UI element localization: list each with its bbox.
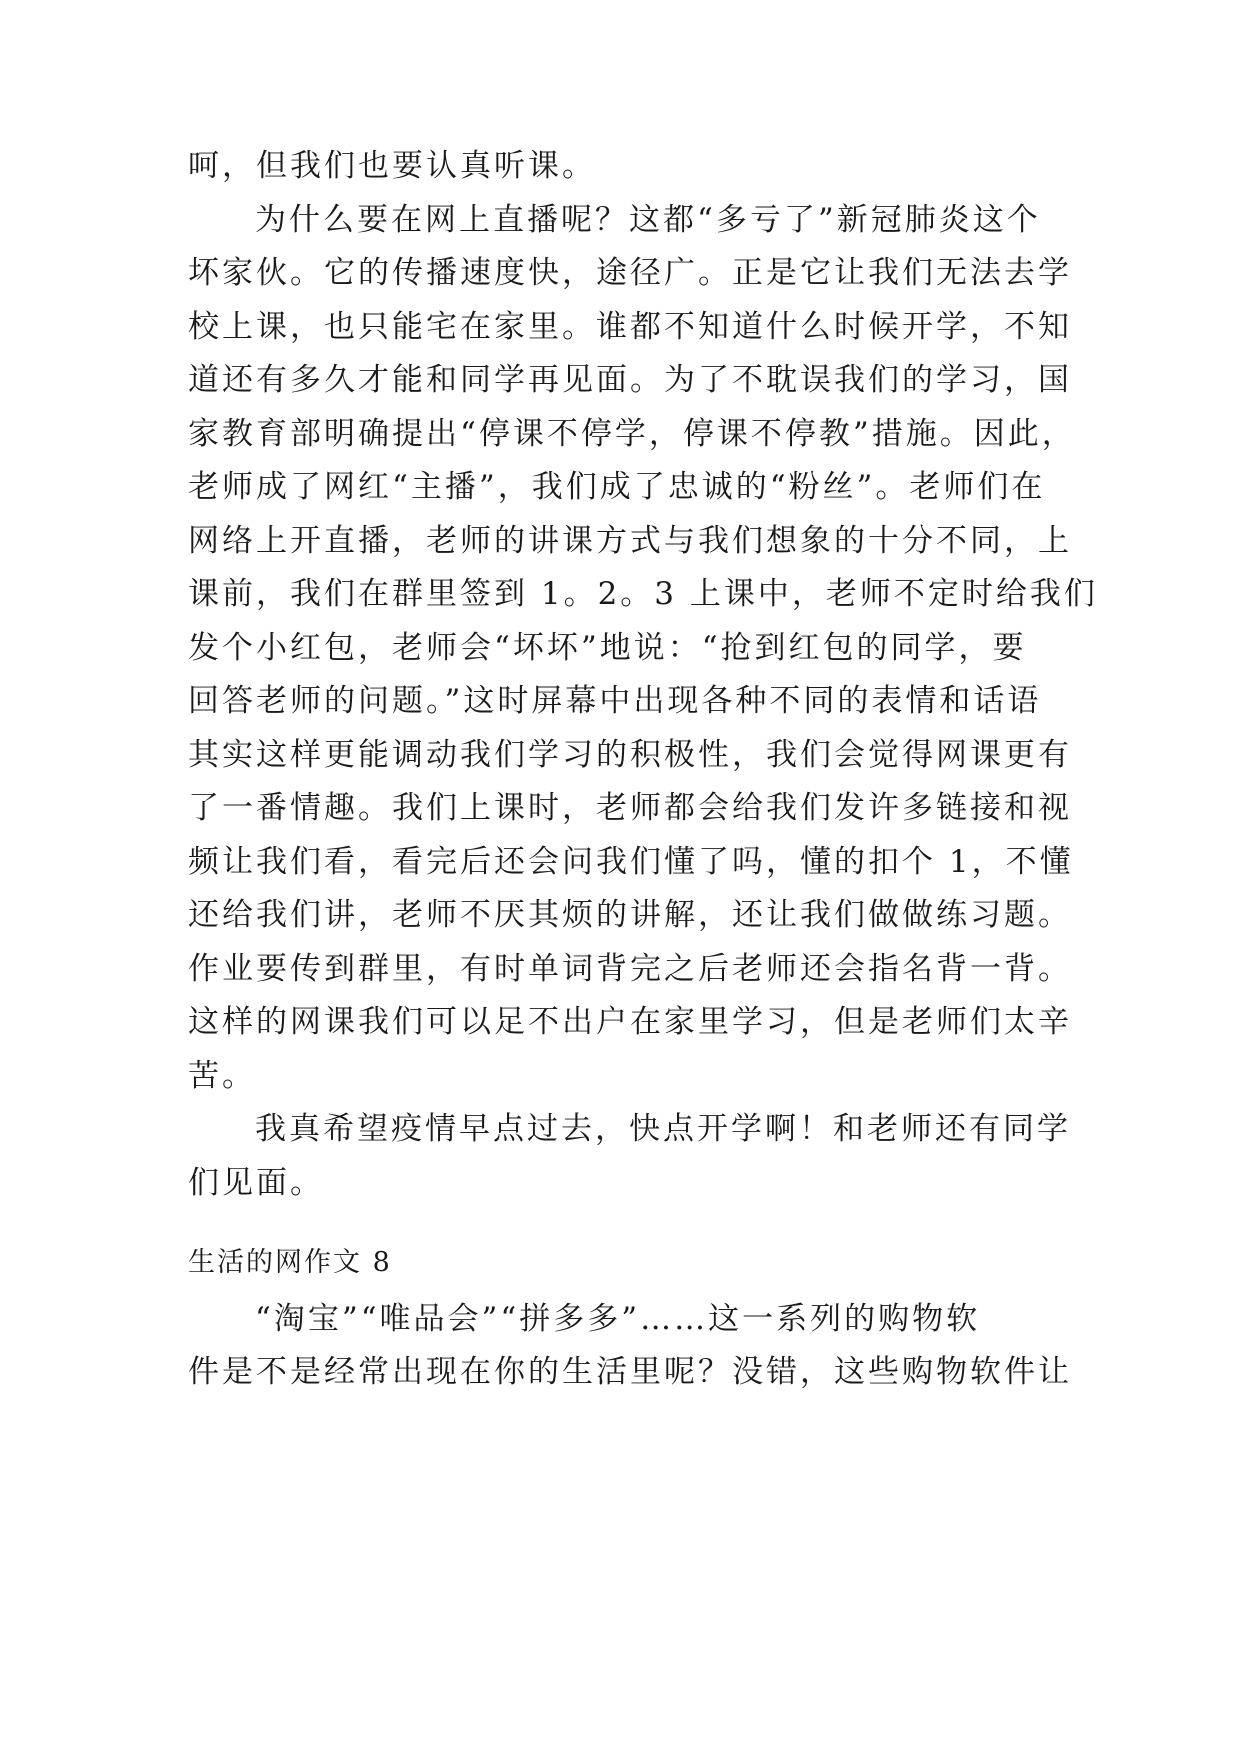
paragraph-line: 们见面。 — [188, 1165, 324, 1201]
paragraph-line: 老师成了网红“主播”，我们成了忠诚的“粉丝”。老师们在 — [188, 469, 1046, 505]
paragraph-line: 课前，我们在群里签到 1。2。3 上课中，老师不定时给我们 — [188, 576, 1098, 612]
paragraph-line: “淘宝”“唯品会”“拼多多”……这一系列的购物软 — [255, 1301, 981, 1337]
paragraph-line: 为什么要在网上直播呢？这都“多亏了”新冠肺炎这个 — [255, 202, 1041, 238]
paragraph-line: 校上课，也只能宅在家里。谁都不知道什么时候开学，不知 — [188, 309, 1072, 345]
paragraph-line: 回答老师的问题。”这时屏幕中出现各种不同的表情和话语 — [188, 683, 1042, 719]
paragraph-line: 网络上开直播，老师的讲课方式与我们想象的十分不同，上 — [188, 523, 1072, 559]
paragraph-line: 其实这样更能调动我们学习的积极性，我们会觉得网课更有 — [188, 737, 1072, 773]
paragraph-line: 道还有多久才能和同学再见面。为了不耽误我们的学习，国 — [188, 362, 1072, 398]
paragraph-line: 频让我们看，看完后还会问我们懂了吗，懂的扣个 1，不懂 — [188, 844, 1074, 880]
paragraph-line: 家教育部明确提出“停课不停学，停课不停教”措施。因此， — [188, 416, 1076, 452]
paragraph-line: 这样的网课我们可以足不出户在家里学习，但是老师们太辛 — [188, 1004, 1072, 1040]
section-heading: 生活的网作文 8 — [188, 1247, 392, 1278]
paragraph-line: 件是不是经常出现在你的生活里呢？没错，这些购物软件让 — [188, 1354, 1072, 1390]
paragraph-line: 我真希望疫情早点过去，快点开学啊！和老师还有同学 — [255, 1111, 1071, 1147]
paragraph-line: 还给我们讲，老师不厌其烦的讲解，还让我们做做练习题。 — [188, 897, 1072, 933]
paragraph-line: 呵，但我们也要认真听课。 — [188, 148, 596, 184]
paragraph-line: 作业要传到群里，有时单词背完之后老师还会指名背一背。 — [188, 951, 1072, 987]
paragraph-line: 了一番情趣。我们上课时，老师都会给我们发许多链接和视 — [188, 790, 1072, 826]
paragraph-line: 苦。 — [188, 1058, 256, 1094]
paragraph-line: 坏家伙。它的传播速度快，途径广。正是它让我们无法去学 — [188, 255, 1072, 291]
paragraph-line: 发个小红包，老师会“坏坏”地说：“抢到红包的同学，要 — [188, 630, 1027, 666]
